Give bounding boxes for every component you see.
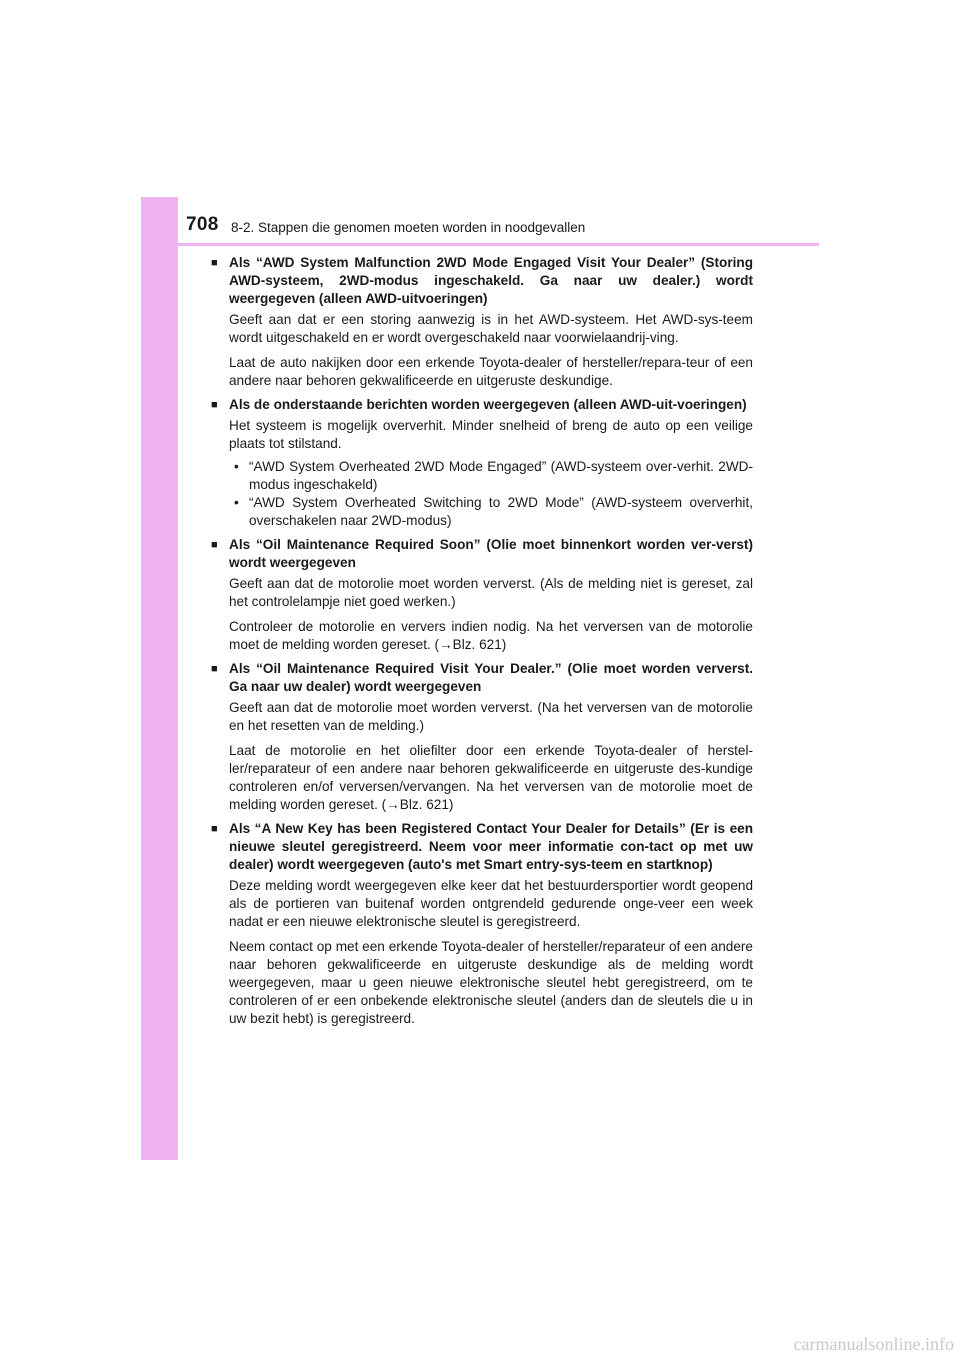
paragraph: Het systeem is mogelijk oververhit. Minder snelheid of breng de auto op een veilige plaats tot stilstand. (229, 418, 753, 451)
dot-bullet-icon: • (234, 495, 239, 510)
message-list (229, 458, 753, 530)
square-bullet-icon: ■ (211, 399, 218, 411)
item-new-key-registered (211, 820, 753, 1028)
item-heading (211, 254, 753, 308)
page-content (211, 254, 753, 1034)
paragraph: Laat de auto nakijken door een erkende Toyota-dealer of hersteller/repara-teur of een andere naar behoren gekwalificeerde en uitgeruste deskundige. (229, 355, 753, 388)
paragraph: Laat de motorolie en het oliefilter door een erkende Toyota-dealer of herstel-ler/reparateur of een andere naar behoren gekwalificeerde en uitgeruste des-kundige controleren en/of verversen/vervangen. Na het verversen van de motorolie moet de melding worden gereset. (→Blz. 621) (229, 743, 753, 812)
chapter-sidebar-band (141, 197, 178, 1160)
header-rule (141, 243, 819, 246)
dot-bullet-icon: • (234, 459, 239, 474)
paragraph: Geeft aan dat de motorolie moet worden ververst. (Na het verversen van de motorolie en het resetten van de melding.) (229, 700, 753, 733)
item-heading-text: Als “A New Key has been Registered Contact Your Dealer for Details” (Er is een nieuwe sleutel geregistreerd. Neem voor meer informatie con-tact op met uw dealer) wordt weergegeven (auto's met Smart entry-sys-teem en startknop) (229, 821, 753, 872)
item-heading (211, 396, 753, 414)
item-heading (211, 820, 753, 874)
section-title: 8-2. Stappen die genomen moeten worden in noodgevallen (231, 220, 586, 235)
paragraph: Neem contact op met een erkende Toyota-dealer of hersteller/reparateur of een andere naar behoren gekwalificeerde en uitgeruste deskundige als de melding wordt weergegeven, maar u geen nieuwe elektronische sleutel hebt geregistreerd, om te controleren of er een onbekende elektronische sleutel (anders dan de sleutels die u in uw bezit hebt) is geregistreerd. (229, 939, 753, 1026)
paragraph: Geeft aan dat er een storing aanwezig is in het AWD-systeem. Het AWD-sys-teem wordt uitgeschakeld en er wordt overgeschakeld naar voorwielaandrij-ving. (229, 312, 753, 345)
square-bullet-icon: ■ (211, 539, 218, 551)
item-heading-text: Als “AWD System Malfunction 2WD Mode Engaged Visit Your Dealer” (Storing AWD-systeem, 2WD-modus ingeschakeld. Ga naar uw dealer.) wordt weergegeven (alleen AWD-uitvoeringen) (229, 255, 753, 306)
item-awd-messages (211, 396, 753, 530)
item-heading (211, 536, 753, 572)
list-item (229, 494, 753, 530)
watermark: carmanualsonline.info (793, 1334, 954, 1354)
paragraph: Geeft aan dat de motorolie moet worden ververst. (Als de melding niet is gereset, zal het controlelampje niet goed werken.) (229, 576, 753, 609)
square-bullet-icon: ■ (211, 257, 218, 269)
square-bullet-icon: ■ (211, 663, 218, 675)
list-item-text: “AWD System Overheated 2WD Mode Engaged” (AWD-systeem over-verhit. 2WD-modus ingeschakeld) (249, 459, 753, 492)
list-item (229, 458, 753, 494)
page-number: 708 (186, 214, 219, 235)
item-awd-malfunction (211, 254, 753, 390)
square-bullet-icon: ■ (211, 823, 218, 835)
paragraph: Controleer de motorolie en ververs indien nodig. Na het verversen van de motorolie moet de melding worden gereset. (→Blz. 621) (229, 619, 753, 652)
item-heading-text: Als “Oil Maintenance Required Soon” (Olie moet binnenkort worden ver-verst) wordt weergegeven (229, 537, 753, 570)
paragraph: Deze melding wordt weergegeven elke keer dat het bestuurdersportier wordt geopend als de portieren van buitenaf worden ontgrendeld gedurende onge-veer een week nadat er een nieuwe elektronische sleutel is geregistreerd. (229, 878, 753, 929)
list-item-text: “AWD System Overheated Switching to 2WD Mode” (AWD-systeem oververhit, overschakelen naar 2WD-modus) (249, 495, 753, 528)
item-oil-maintenance-dealer (211, 660, 753, 814)
item-heading-text: Als “Oil Maintenance Required Visit Your Dealer.” (Olie moet worden ververst. Ga naar uw dealer) wordt weergegeven (229, 661, 753, 694)
item-heading-text: Als de onderstaande berichten worden weergegeven (alleen AWD-uit-voeringen) (229, 397, 747, 412)
item-oil-maintenance-soon (211, 536, 753, 654)
item-heading (211, 660, 753, 696)
